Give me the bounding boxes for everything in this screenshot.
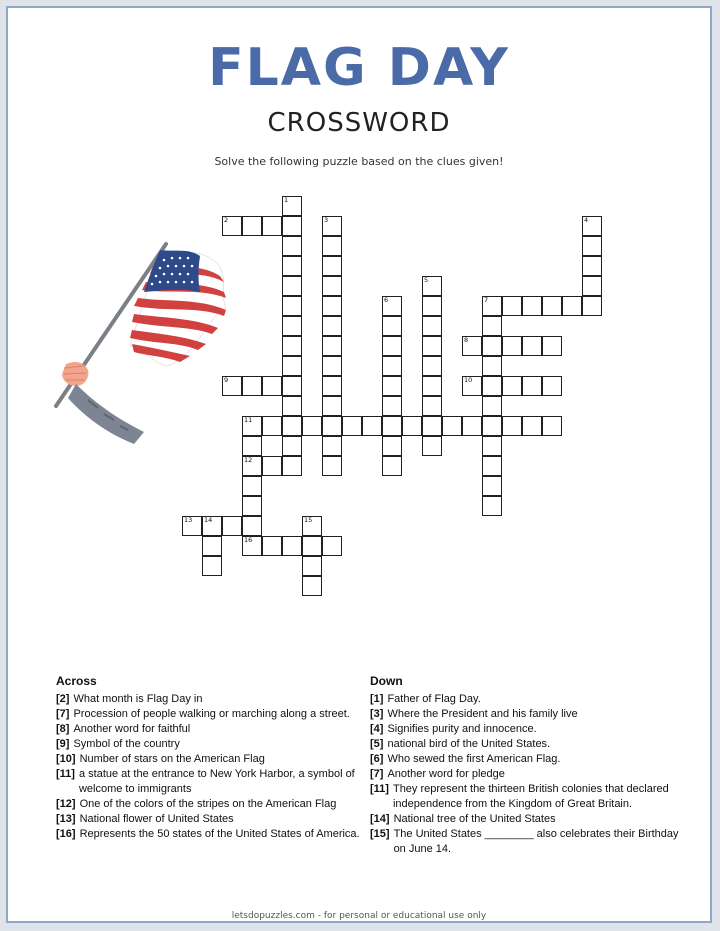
clue-text: a statue at the entrance to New York Harbor, a symbol of welcome to immigrants — [78, 768, 355, 795]
crossword-cell[interactable] — [242, 476, 262, 496]
crossword-cell[interactable] — [582, 236, 602, 256]
crossword-cell[interactable] — [522, 376, 542, 396]
clue-text: Another word for faithful — [73, 723, 191, 735]
clue-number-label: 7 — [484, 296, 489, 304]
crossword-cell[interactable] — [482, 376, 502, 396]
footer-note: letsdopuzzles.com - for personal or educational use only — [231, 911, 487, 921]
crossword-cell[interactable] — [462, 336, 482, 356]
clue-number-label: 11 — [244, 416, 253, 424]
crossword-cell[interactable] — [282, 296, 302, 316]
clue-number: [10] — [56, 753, 76, 765]
crossword-cell[interactable] — [322, 396, 342, 416]
clue-number-label: 13 — [184, 516, 193, 524]
worksheet-page — [6, 6, 712, 923]
crossword-cell[interactable] — [282, 456, 302, 476]
crossword-cell[interactable] — [482, 436, 502, 456]
crossword-cell[interactable] — [282, 416, 302, 436]
clue-item — [370, 767, 688, 782]
crossword-cell[interactable] — [322, 376, 342, 396]
crossword-cell[interactable] — [242, 436, 262, 456]
clue-number: [5] — [370, 738, 384, 750]
clue-text: National flower of United States — [79, 813, 234, 825]
crossword-cell[interactable] — [502, 376, 522, 396]
crossword-cell[interactable] — [242, 456, 262, 476]
crossword-cell[interactable] — [322, 416, 342, 436]
clue-number-label: 1 — [284, 196, 289, 204]
clue-number: [12] — [56, 798, 76, 810]
crossword-cell[interactable] — [582, 256, 602, 276]
clue-number-label: 10 — [464, 376, 473, 384]
crossword-cell[interactable] — [282, 356, 302, 376]
crossword-cell[interactable] — [402, 416, 422, 436]
crossword-cell[interactable] — [322, 436, 342, 456]
crossword-cell[interactable] — [562, 296, 582, 316]
clue-number: [11] — [370, 783, 389, 795]
crossword-cell[interactable] — [382, 436, 402, 456]
crossword-cell[interactable] — [202, 556, 222, 576]
clue-number-label: 14 — [204, 516, 213, 524]
clue-item — [56, 692, 368, 707]
crossword-cell[interactable] — [242, 536, 262, 556]
crossword-cell[interactable] — [242, 376, 262, 396]
clue-number-label: 4 — [584, 216, 589, 224]
down-clues — [370, 674, 688, 857]
crossword-cell[interactable] — [482, 496, 502, 516]
crossword-cell[interactable] — [282, 336, 302, 356]
clue-item — [370, 812, 688, 827]
crossword-cell[interactable] — [222, 376, 242, 396]
crossword-cell[interactable] — [302, 536, 322, 556]
crossword-cell[interactable] — [382, 376, 402, 396]
crossword-cell[interactable] — [262, 216, 282, 236]
crossword-cell[interactable] — [302, 556, 322, 576]
crossword-cell[interactable] — [422, 276, 442, 296]
crossword-cell[interactable] — [302, 516, 322, 536]
crossword-cell[interactable] — [422, 296, 442, 316]
clue-number: [7] — [56, 708, 70, 720]
crossword-cell[interactable] — [382, 456, 402, 476]
across-heading: Across — [56, 674, 97, 688]
clue-item — [56, 767, 368, 797]
crossword-cell[interactable] — [422, 376, 442, 396]
clue-text: The United States ________ also celebrates their Birthday on June 14. — [393, 828, 679, 855]
clue-number-label: 9 — [224, 376, 229, 384]
crossword-cell[interactable] — [422, 396, 442, 416]
crossword-cell[interactable] — [422, 436, 442, 456]
clue-number: [3] — [370, 708, 384, 720]
crossword-cell[interactable] — [302, 576, 322, 596]
crossword-cell[interactable] — [322, 276, 342, 296]
clue-number-label: 16 — [244, 536, 253, 544]
clue-number: [16] — [56, 828, 76, 840]
crossword-cell[interactable] — [542, 296, 562, 316]
clue-number: [8] — [56, 723, 70, 735]
crossword-cell[interactable] — [262, 416, 282, 436]
clue-number-label: 12 — [244, 456, 253, 464]
crossword-cell[interactable] — [282, 276, 302, 296]
crossword-cell[interactable] — [242, 496, 262, 516]
clue-text: National tree of the United States — [393, 813, 556, 825]
crossword-cell[interactable] — [282, 436, 302, 456]
crossword-cell[interactable] — [282, 396, 302, 416]
crossword-cell[interactable] — [542, 376, 562, 396]
clue-number-label: 8 — [464, 336, 469, 344]
crossword-cell[interactable] — [282, 216, 302, 236]
clue-text: Who sewed the first American Flag. — [387, 753, 561, 765]
crossword-cell[interactable] — [382, 336, 402, 356]
crossword-cell[interactable] — [282, 196, 302, 216]
waving-american-flag-illustration — [48, 236, 248, 446]
crossword-cell[interactable] — [262, 536, 282, 556]
crossword-cell[interactable] — [322, 216, 342, 236]
crossword-cell[interactable] — [382, 416, 402, 436]
crossword-cell[interactable] — [582, 296, 602, 316]
clue-number-label: 5 — [424, 276, 429, 284]
clue-item — [370, 827, 688, 857]
clue-number-label: 2 — [224, 216, 229, 224]
crossword-cell[interactable] — [262, 456, 282, 476]
clue-text: Father of Flag Day. — [387, 693, 481, 705]
crossword-cell[interactable] — [502, 416, 522, 436]
crossword-cell[interactable] — [222, 516, 242, 536]
instructions: Solve the following puzzle based on the clues given! — [214, 155, 504, 168]
crossword-cell[interactable] — [522, 296, 542, 316]
crossword-cell[interactable] — [502, 336, 522, 356]
crossword-cell[interactable] — [482, 316, 502, 336]
crossword-cell[interactable] — [322, 316, 342, 336]
clue-item — [370, 782, 688, 812]
clue-text: What month is Flag Day in — [73, 693, 203, 705]
clue-item — [56, 722, 368, 737]
crossword-cell[interactable] — [322, 256, 342, 276]
crossword-cell[interactable] — [422, 316, 442, 336]
crossword-cell[interactable] — [482, 416, 502, 436]
clue-item — [56, 707, 368, 722]
clue-item — [56, 827, 368, 842]
clue-text: One of the colors of the stripes on the American Flag — [79, 798, 337, 810]
clue-text: Symbol of the country — [73, 738, 180, 750]
crossword-cell[interactable] — [302, 416, 322, 436]
crossword-cell[interactable] — [542, 416, 562, 436]
clue-text: Another word for pledge — [387, 768, 505, 780]
crossword-cell[interactable] — [482, 396, 502, 416]
clue-number: [6] — [370, 753, 384, 765]
crossword-cell[interactable] — [422, 416, 442, 436]
crossword-cell[interactable] — [482, 296, 502, 316]
clue-item — [56, 797, 368, 812]
crossword-cell[interactable] — [322, 536, 342, 556]
crossword-cell[interactable] — [242, 216, 262, 236]
crossword-cell[interactable] — [482, 356, 502, 376]
down-heading: Down — [370, 674, 403, 688]
crossword-cell[interactable] — [322, 356, 342, 376]
crossword-cell[interactable] — [462, 416, 482, 436]
clue-text: Where the President and his family live — [387, 708, 578, 720]
crossword-cell[interactable] — [182, 516, 202, 536]
clue-item — [370, 752, 688, 767]
clue-item — [370, 722, 688, 737]
clue-number-label: 15 — [304, 516, 313, 524]
clue-number: [14] — [370, 813, 390, 825]
clue-number-label: 3 — [324, 216, 329, 224]
crossword-cell[interactable] — [362, 416, 382, 436]
clue-text: Number of stars on the American Flag — [79, 753, 265, 765]
crossword-cell[interactable] — [582, 276, 602, 296]
clue-text: Procession of people walking or marching along a street. — [73, 708, 350, 720]
crossword-cell[interactable] — [322, 456, 342, 476]
clue-number: [15] — [370, 828, 390, 840]
crossword-cell[interactable] — [502, 296, 522, 316]
crossword-cell[interactable] — [262, 376, 282, 396]
crossword-cell[interactable] — [582, 216, 602, 236]
page-subtitle: CROSSWORD — [267, 108, 451, 138]
crossword-cell[interactable] — [282, 316, 302, 336]
crossword-cell[interactable] — [222, 216, 242, 236]
crossword-cell[interactable] — [282, 536, 302, 556]
crossword-cell[interactable] — [382, 316, 402, 336]
clue-number: [1] — [370, 693, 384, 705]
clue-item — [56, 812, 368, 827]
crossword-cell[interactable] — [322, 296, 342, 316]
crossword-cell[interactable] — [482, 456, 502, 476]
crossword-cell[interactable] — [422, 336, 442, 356]
clue-text: Represents the 50 states of the United States of America. — [79, 828, 360, 840]
crossword-cell[interactable] — [542, 336, 562, 356]
crossword-cell[interactable] — [322, 336, 342, 356]
clue-item — [56, 737, 368, 752]
crossword-cell[interactable] — [482, 336, 502, 356]
crossword-cell[interactable] — [522, 416, 542, 436]
crossword-cell[interactable] — [202, 536, 222, 556]
crossword-cell[interactable] — [342, 416, 362, 436]
clue-item — [56, 752, 368, 767]
crossword-cell[interactable] — [282, 256, 302, 276]
crossword-cell[interactable] — [382, 356, 402, 376]
crossword-cell[interactable] — [242, 516, 262, 536]
crossword-cell[interactable] — [442, 416, 462, 436]
crossword-cell[interactable] — [282, 236, 302, 256]
crossword-cell[interactable] — [462, 376, 482, 396]
crossword-cell[interactable] — [282, 376, 302, 396]
crossword-cell[interactable] — [382, 296, 402, 316]
clue-number-label: 6 — [384, 296, 389, 304]
crossword-cell[interactable] — [482, 476, 502, 496]
clue-number: [4] — [370, 723, 384, 735]
across-clues — [56, 674, 368, 842]
clue-text: national bird of the United States. — [387, 738, 551, 750]
clue-item — [370, 707, 688, 722]
crossword-cell[interactable] — [322, 236, 342, 256]
crossword-cell[interactable] — [522, 336, 542, 356]
crossword-cell[interactable] — [382, 396, 402, 416]
page-title: FLAG DAY — [208, 38, 510, 98]
clue-number: [11] — [56, 768, 75, 780]
crossword-cell[interactable] — [242, 416, 262, 436]
clue-item — [370, 692, 688, 707]
clue-text: They represent the thirteen British colonies that declared independence from the Kingdom of Great Britain. — [392, 783, 669, 810]
clue-number: [9] — [56, 738, 70, 750]
crossword-cell[interactable] — [202, 516, 222, 536]
clue-number: [7] — [370, 768, 384, 780]
clue-number: [2] — [56, 693, 70, 705]
crossword-cell[interactable] — [422, 356, 442, 376]
clue-number: [13] — [56, 813, 76, 825]
clue-item — [370, 737, 688, 752]
clue-text: Signifies purity and innocence. — [387, 723, 537, 735]
